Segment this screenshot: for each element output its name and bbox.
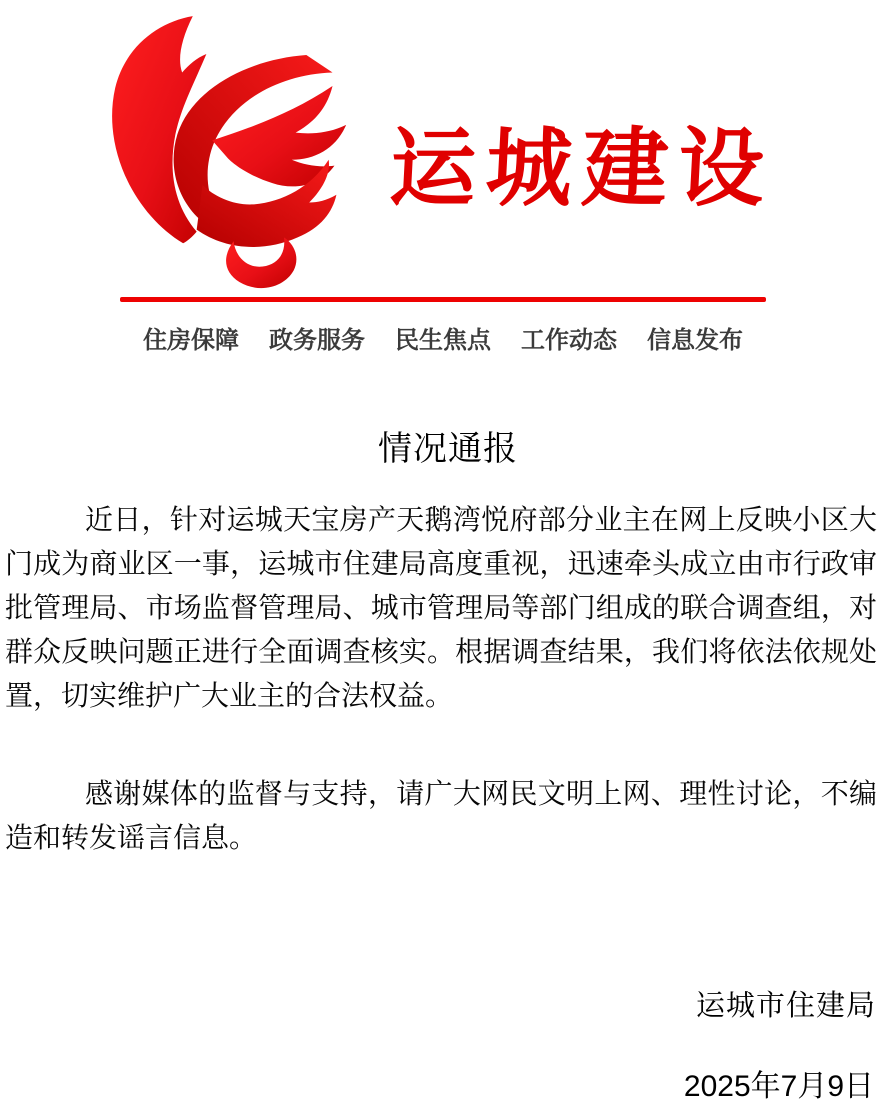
nav-item-work-updates[interactable]: 工作动态 [521,327,617,354]
phoenix-ribbon-logo-icon [88,12,350,294]
notice-date: 2025年7月9日 [683,1070,874,1103]
notice-body [5,498,877,860]
notice-paragraph-1: 近日，针对运城天宝房产天鹅湾悦府部分业主在网上反映小区大门成为商业区一事，运城市住建局高度重视，迅速牵头成立由市行政审批管理局、市场监督管理局、城市管理局等部门组成的联合调查组，对群众反映问题正进行全面调查核实。根据调查结果，我们将依法依规处置，切实维护广大业主的合法权益。 [5,504,877,711]
nav-item-housing-security[interactable]: 住房保障 [143,327,239,354]
nav-item-information-release[interactable]: 信息发布 [647,327,743,354]
brand-wordmark: 运城建设 [387,121,777,217]
issuing-authority-signature: 运城市住建局 [695,990,876,1022]
notice-paragraph-2: 感谢媒体的监督与支持，请广大网民文明上网、理性讨论，不编造和转发谣言信息。 [5,778,877,853]
notice-title: 情况通报 [378,430,518,468]
nav-item-government-services[interactable]: 政务服务 [269,327,365,354]
red-divider-rule [120,297,766,302]
main-nav [120,320,766,355]
nav-item-livelihood-focus[interactable]: 民生焦点 [395,327,491,354]
